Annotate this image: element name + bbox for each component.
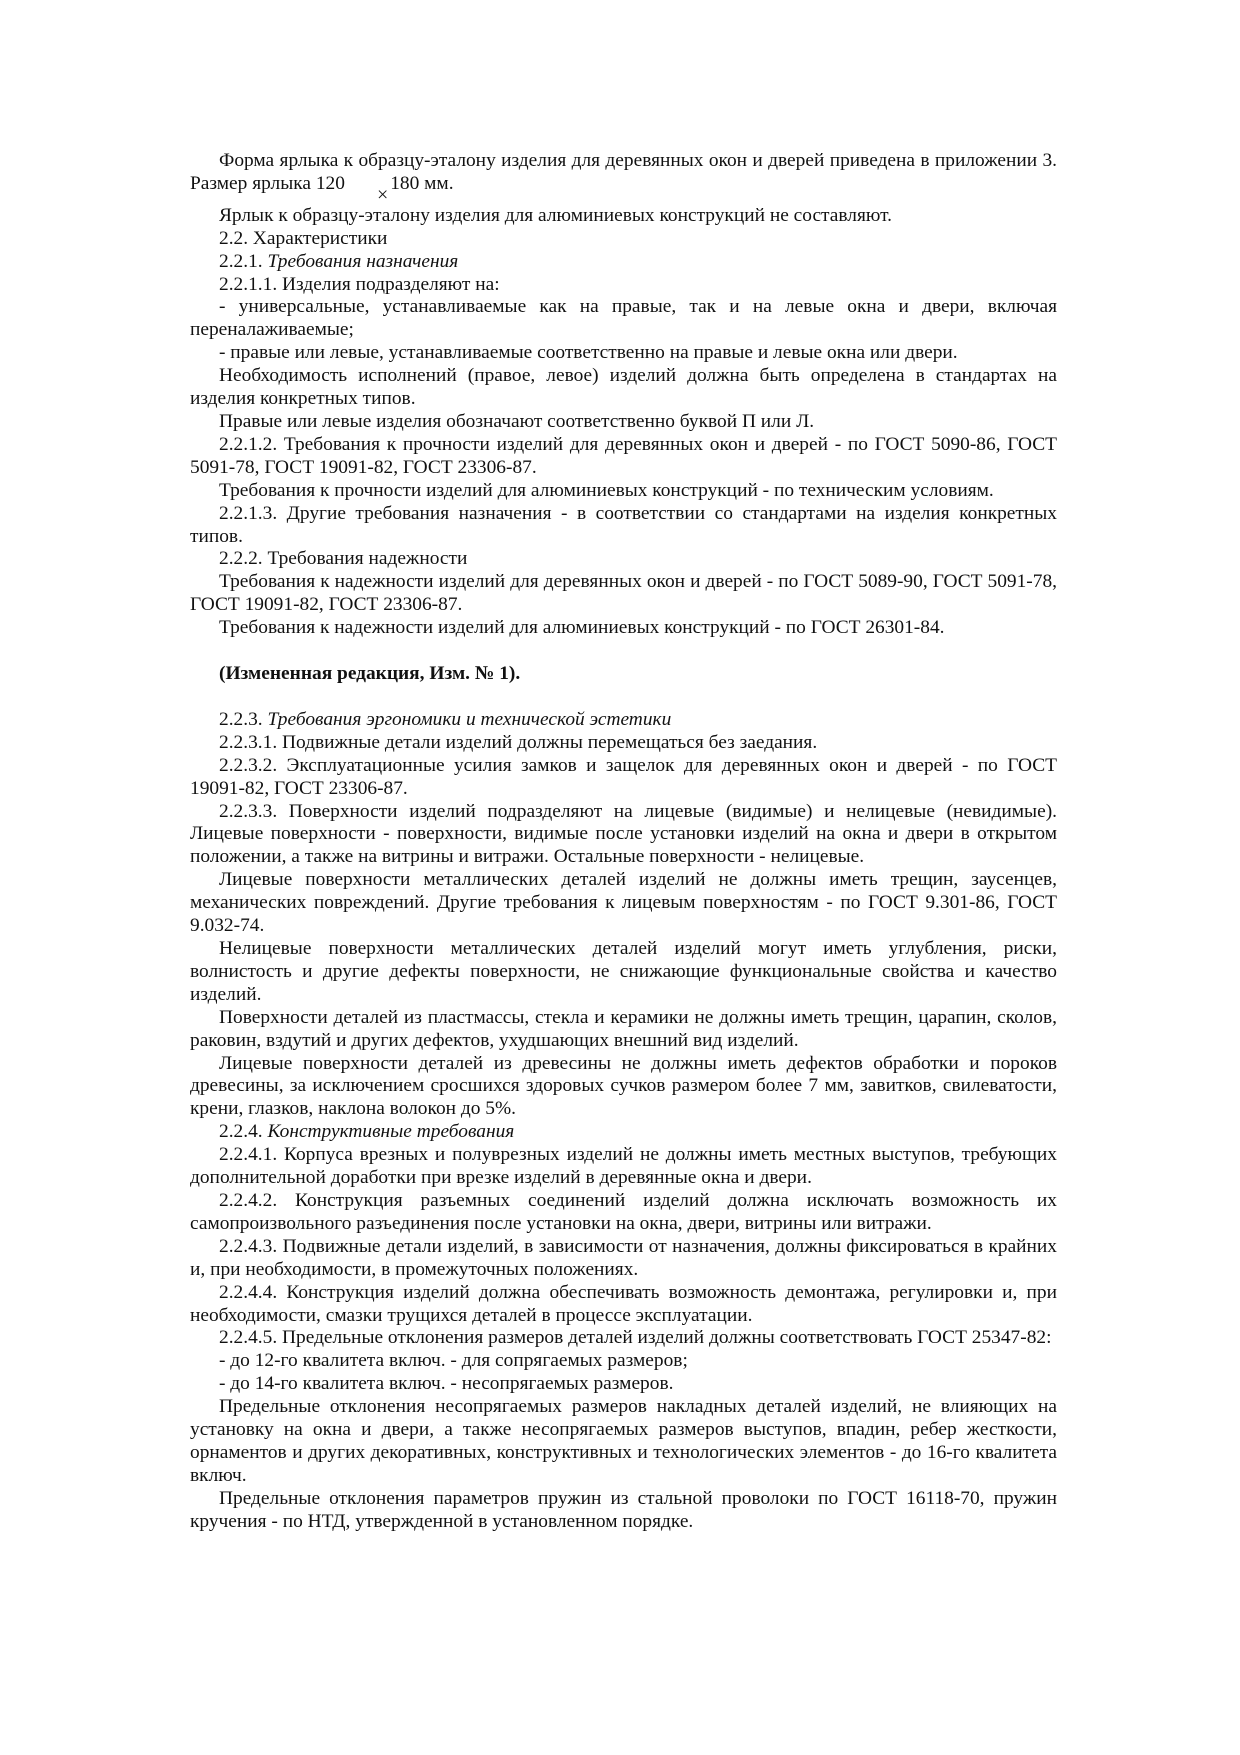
paragraph: Необходимость исполнений (правое, левое) изделий должна быть определена в стандартах на изделия конкретных типов. [190,365,1057,410]
multiplication-sign: × [376,183,389,206]
section-heading: 2.2. Характеристики [219,227,388,249]
paragraph: Поверхности деталей из пластмассы, стекла и керамики не должны иметь трещин, царапин, сколов, раковин, вздутий и других дефектов, ухудшающих внешний вид изделий. [190,1006,1057,1051]
paragraph: Лицевые поверхности деталей из древесины не должны иметь дефектов обработки и пороков древесины, за исключением сросшихся здоровых сучков размером более 7 мм, завитков, свилеватости, крени, глазков, наклона волокон до 5%. [190,1052,1057,1120]
subsection-heading [190,251,1057,274]
section-number: 2.2.1. [219,250,263,272]
section-title: Требования назначения [267,250,459,272]
paragraph: Требования к надежности изделий для деревянных окон и дверей - по ГОСТ 5089-90, ГОСТ 5091-78, ГОСТ 19091-82, ГОСТ 23306-87. [190,571,1057,616]
list-item: - правые или левые, устанавливаемые соответственно на правые и левые окна или двери. [219,342,958,364]
paragraph: Предельные отклонения параметров пружин из стальной проволоки по ГОСТ 16118-70, пружин кручения - по НТД, утвержденной в установленном порядке. [190,1487,1057,1532]
paragraph: 2.2.1.3. Другие требования назначения - в соответствии со стандартами на изделия конкретных типов. [190,502,1057,547]
list-item: - до 14-го квалитета включ. - несопрягаемых размеров. [219,1373,674,1395]
revision-note: (Измененная редакция, Изм. № 1). [219,663,521,685]
list-item: - до 12-го квалитета включ. - для сопрягаемых размеров; [219,1350,688,1372]
list-item: - универсальные, устанавливаемые как на правые, так и на левые окна и двери, включая переналаживаемые; [190,296,1057,341]
paragraph: Предельные отклонения несопрягаемых размеров накладных деталей изделий, не влияющих на установку на окна и двери, а также несопрягаемых размеров выступов, впадин, ребер жесткости, орнаментов и других декоративных, конструктивных и технологических элементов - до 16-го квалитета включ. [190,1396,1057,1486]
subsection-heading: 2.2.2. Требования надежности [219,548,468,570]
paragraph: 2.2.3.2. Эксплуатационные усилия замков и защелок для деревянных окон и дверей - по ГОСТ 19091-82, ГОСТ 23306-87. [190,754,1057,799]
paragraph: Нелицевые поверхности металлических деталей изделий могут иметь углубления, риски, волнистость и другие дефекты поверхности, не снижающие функциональные свойства и качество изделий. [190,938,1057,1005]
section-number: 2.2.4. [219,1121,263,1143]
paragraph-text: Форма ярлыка к образцу-эталону изделия для деревянных окон и дверей приведена в приложении 3. Размер ярлыка 120 [190,150,1057,194]
section-title: Конструктивные требования [267,1121,515,1143]
section-title: Требования эргономики и технической эстетики [267,708,672,730]
section-number: 2.2.3. [219,708,263,730]
paragraph: 2.2.1.2. Требования к прочности изделий для деревянных окон и дверей - по ГОСТ 5090-86, ГОСТ 5091-78, ГОСТ 19091-82, ГОСТ 23306-87. [190,433,1057,478]
document-page [190,150,1057,1534]
subsection-heading [190,709,1057,732]
paragraph: 2.2.3.1. Подвижные детали изделий должны перемещаться без заедания. [219,731,818,753]
subsection-heading [190,1121,1057,1144]
paragraph: 2.2.4.4. Конструкция изделий должна обеспечивать возможность демонтажа, регулировки и, при необходимости, смазки трущихся деталей в процессе эксплуатации. [190,1281,1057,1326]
paragraph: 2.2.1.1. Изделия подразделяют на: [219,273,500,295]
paragraph: 2.2.3.3. Поверхности изделий подразделяют на лицевые (видимые) и нелицевые (невидимые). Лицевые поверхности - поверхности, видимые после установки изделий на окна и двери в открытом положении, а также на витрины и витражи. Остальные поверхности - нелицевые. [190,800,1057,868]
paragraph: Правые или левые изделия обозначают соответственно буквой П или Л. [219,410,815,432]
paragraph: Лицевые поверхности металлических деталей изделий не должны иметь трещин, заусенцев, механических повреждений. Другие требования к лицевым поверхностям - по ГОСТ 9.301-86, ГОСТ 9.032-74. [190,869,1057,937]
paragraph: 2.2.4.3. Подвижные детали изделий, в зависимости от назначения, должны фиксироваться в крайних и, при необходимости, в промежуточных положениях. [190,1235,1057,1280]
paragraph: Ярлык к образцу-эталону изделия для алюминиевых конструкций не составляют. [219,204,892,226]
paragraph: Требования к надежности изделий для алюминиевых конструкций - по ГОСТ 26301-84. [219,617,945,639]
paragraph: 2.2.4.2. Конструкция разъемных соединений изделий должна исключать возможность их самопроизвольного разъединения после установки на окна, двери, витрины или витражи. [190,1189,1057,1234]
paragraph: Требования к прочности изделий для алюминиевых конструкций - по техническим условиям. [219,479,994,501]
paragraph-label-form [190,150,1057,206]
paragraph: 2.2.4.5. Предельные отклонения размеров деталей изделий должны соответствовать ГОСТ 25347-82: [219,1327,1052,1349]
paragraph-text: 180 мм. [390,172,454,194]
paragraph: 2.2.4.1. Корпуса врезных и полуврезных изделий не должны иметь местных выступов, требующих дополнительной доработки при врезке изделий в деревянные окна и двери. [190,1144,1057,1189]
